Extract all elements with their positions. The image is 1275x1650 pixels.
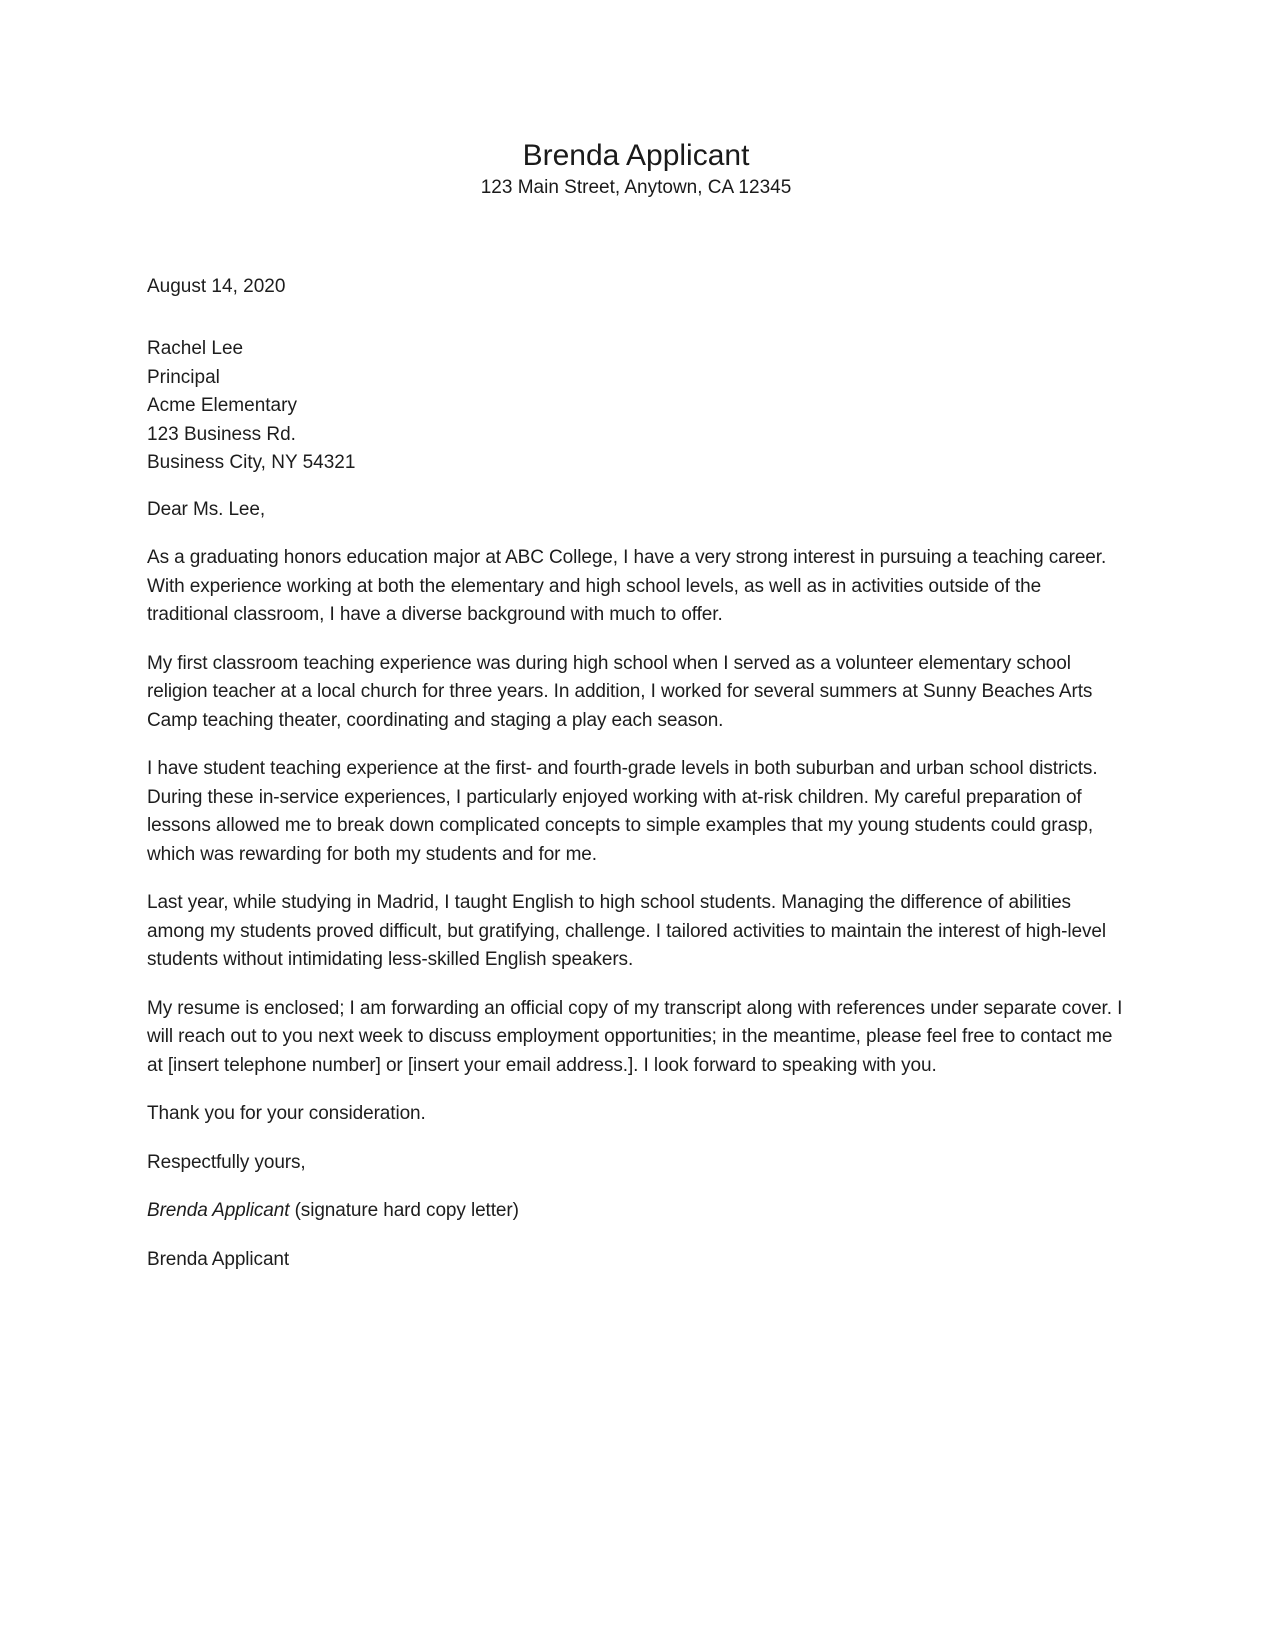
recipient-name: Rachel Lee bbox=[147, 338, 244, 359]
typed-name: Brenda Applicant bbox=[147, 1248, 290, 1270]
letterhead-name: Brenda Applicant bbox=[522, 139, 750, 172]
paragraph-student-teaching: I have student teaching experience at the first- and fourth-grade levels in both suburban and urban school districts. During these in-service experiences, I particularly enjoyed working with at-risk children. My careful preparation of lessons allowed me to break down complicated concepts to simple examples that my young students could grasp, which was rewarding for both my students and for me. bbox=[147, 758, 1098, 865]
recipient-organization: Acme Elementary bbox=[147, 395, 297, 416]
paragraph-resume: My resume is enclosed; I am forwarding an official copy of my transcript along with references under separate cover. I will reach out to you next week to discuss employment opportunities; in the meantime, please feel free to contact me at [insert telephone number] or [insert your email address.]. I look forward to speaking with you. bbox=[147, 997, 1123, 1076]
paragraph-madrid: Last year, while studying in Madrid, I taught English to high school students. Managing the difference of abilities among my students proved difficult, but gratifying, challenge. I tailored activities to maintain the interest of high-level students without intimidating less-skilled English speakers. bbox=[147, 892, 1106, 970]
signature-note: (signature hard copy letter) bbox=[289, 1200, 519, 1221]
letter-body bbox=[147, 496, 1125, 1275]
salutation: Dear Ms. Lee, bbox=[147, 498, 266, 520]
letterhead bbox=[147, 138, 1125, 201]
recipient-title: Principal bbox=[147, 366, 220, 388]
paragraph-first-experience: My first classroom teaching experience was during high school when I served as a volunteer elementary school religion teacher at a local church for three years. In addition, I worked for several summers at Sunny Beaches Arts Camp teaching theater, coordinating and staging a play each season. bbox=[147, 652, 1093, 731]
signature-line bbox=[147, 1197, 1125, 1226]
recipient-city: Business City, NY 54321 bbox=[147, 452, 356, 473]
closing-thanks: Thank you for your consideration. bbox=[147, 1103, 426, 1124]
recipient-block bbox=[147, 335, 1125, 478]
paragraph-intro: As a graduating honors education major at ABC College, I have a very strong interest in pursuing a teaching career. With experience working at both the elementary and high school levels, as well as in activities outside of the traditional classroom, I have a diverse background with much to offer. bbox=[147, 547, 1107, 625]
recipient-street: 123 Business Rd. bbox=[147, 423, 296, 445]
letter-date: August 14, 2020 bbox=[147, 276, 286, 297]
letterhead-address: 123 Main Street, Anytown, CA 12345 bbox=[480, 177, 792, 198]
closing-valediction: Respectfully yours, bbox=[147, 1151, 306, 1173]
signature-name-italic: Brenda Applicant bbox=[147, 1200, 290, 1221]
